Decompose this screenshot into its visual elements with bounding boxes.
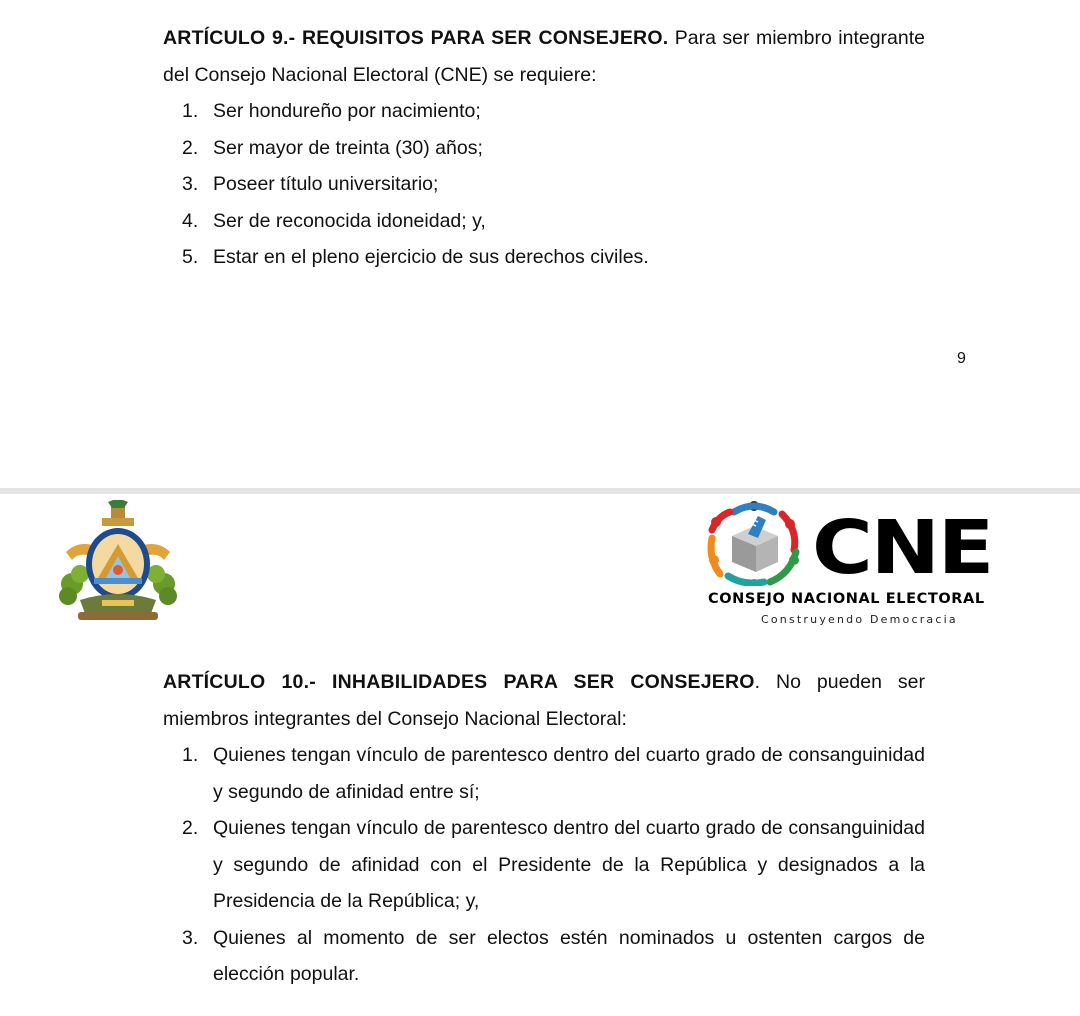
honduras-coat-of-arms-icon	[58, 500, 178, 624]
cne-wordmark: CNE	[812, 505, 993, 591]
list-item	[182, 93, 925, 130]
list-number: 2.	[182, 817, 199, 839]
list-item	[182, 810, 925, 920]
list-item-text: Ser de reconocida idoneidad; y,	[213, 209, 486, 232]
list-item	[182, 737, 925, 810]
page-number: 9	[957, 350, 966, 367]
list-number: 3.	[182, 926, 199, 949]
list-number: 4.	[182, 209, 199, 232]
list-item	[182, 239, 925, 276]
list-item	[182, 920, 925, 993]
cne-logo	[704, 500, 1022, 630]
article-10-disqualifications-list	[182, 737, 925, 993]
article-9-intro	[163, 20, 925, 93]
list-item	[182, 166, 925, 203]
list-number: 5.	[182, 246, 199, 268]
article-9-heading: ARTÍCULO 9.- REQUISITOS PARA SER CONSEJERO.	[163, 27, 669, 49]
list-item-text: Poseer título universitario;	[213, 173, 439, 195]
list-item-text: Ser mayor de treinta (30) años;	[213, 136, 483, 159]
list-item-text: Ser hondureño por nacimiento;	[213, 100, 481, 122]
list-number: 1.	[182, 100, 199, 122]
list-number: 3.	[182, 173, 199, 195]
list-item	[182, 130, 925, 167]
list-item-text: Quienes al momento de ser electos estén nominados u ostenten cargos de elección popular.	[213, 926, 925, 985]
article-10-intro	[163, 664, 925, 737]
list-item-text: Quienes tengan vínculo de parentesco dentro del cuarto grado de consanguinidad y segundo de afinidad entre sí;	[213, 744, 925, 803]
article-9-requirements-list	[182, 93, 925, 276]
article-10-heading: ARTÍCULO 10.- INHABILIDADES PARA SER CONSEJERO	[163, 671, 755, 693]
document-page-top	[0, 0, 1080, 488]
article-10-intro-text: . No pueden ser miembros integrantes del Consejo Nacional Electoral:	[163, 671, 925, 730]
list-item	[182, 203, 925, 240]
list-item-text: Quienes tengan vínculo de parentesco dentro del cuarto grado de consanguinidad y segundo de afinidad con el Presidente de la República y designados a la Presidencia de la República; y,	[213, 817, 925, 912]
cne-slogan: Construyendo Democracia	[761, 613, 958, 626]
article-9-intro-text: Para ser miembro integrante del Consejo Nacional Electoral (CNE) se requiere:	[163, 27, 926, 86]
document-page-bottom	[0, 494, 1080, 1016]
ballot-box-icon	[704, 500, 806, 586]
list-item-text: Estar en el pleno ejercicio de sus derechos civiles.	[213, 246, 649, 268]
list-number: 1.	[182, 744, 199, 766]
list-number: 2.	[182, 136, 199, 159]
cne-full-name: CONSEJO NACIONAL ELECTORAL	[708, 591, 985, 607]
